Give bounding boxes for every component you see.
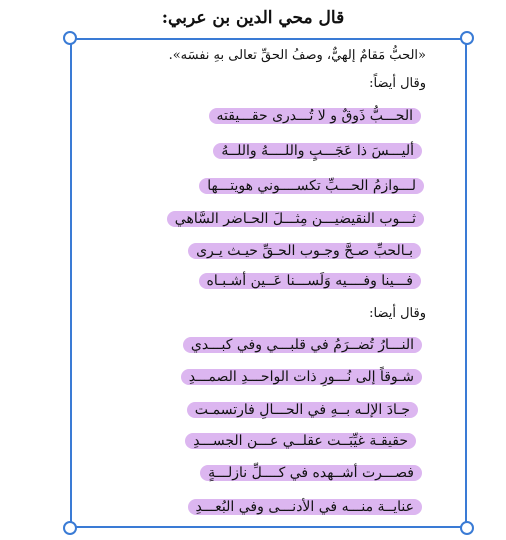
resize-handle-bottom-right[interactable] (460, 521, 474, 535)
highlighted-text[interactable]: حقيقـة غيِّبَــت عقلــي عـــن الجســـدِ (185, 433, 416, 449)
resize-handle-bottom-left[interactable] (63, 521, 77, 535)
highlighted-text[interactable]: النـــارُ تُضــرَمُ في قلبـــي وفي كبـــدي (183, 337, 422, 353)
highlighted-text[interactable]: عنايــة منـــه في الأدنـــى وفي البُعـــدِ (188, 499, 422, 515)
poem-line (213, 141, 422, 161)
poem-line (181, 367, 422, 387)
highlighted-text[interactable]: جـادَ الإلـه بــهِ في الحـــالِ فارتسمـت (187, 402, 418, 418)
poem-line (199, 271, 422, 291)
page-title: قال محي الدين بن عربي: (161, 8, 345, 28)
highlighted-text[interactable]: لـــوازمُ الحـــبِّ تكســــوني هويتـــها (199, 178, 424, 194)
poem-line (185, 431, 416, 451)
poem-line (200, 463, 422, 483)
section-label (369, 304, 426, 324)
text-line: «الحبُّ مَقامٌ إلهيٌّ، وصفُ الحقِّ تعالى بهِ نفسَه». (168, 48, 426, 63)
resize-handle-top-left[interactable] (63, 31, 77, 45)
highlighted-text[interactable]: بـالحبِّ صـحَّ وجـوب الحـقِّ حيـث يـرى (188, 243, 421, 259)
poem-line (188, 241, 421, 261)
poem-line (183, 335, 422, 355)
resize-handle-top-right[interactable] (460, 31, 474, 45)
highlighted-text[interactable]: الحـــبُّ ذَوقٌ و لا تُـــدرى حقـــيقته (209, 108, 421, 124)
poem-line (187, 400, 418, 420)
highlighted-text[interactable]: فصـــرت أشــهده في كــــلِّ نازلـــةٍ (200, 465, 422, 481)
poem-line (167, 209, 424, 229)
highlighted-text[interactable]: أليـــسَ ذا عَجَـــبٍ واللــــهُ واللــهُ (213, 143, 422, 159)
poem-line (188, 497, 422, 517)
poem-line (209, 106, 421, 126)
highlighted-text[interactable]: ثـــوب النقيضيـــن مِثـــلَ الحـاضر السَّاهي (167, 211, 424, 227)
text-line: وقال أيضاً: (369, 76, 426, 91)
poem-line (199, 176, 424, 196)
text-line: وقال أيضا: (369, 306, 426, 321)
highlighted-text[interactable]: فـــينا وفــــيه وَلَســـنا عَــين أشـبـاه (199, 273, 422, 289)
quote-line (169, 46, 426, 66)
highlighted-text[interactable]: شـوقاً إلى نُـــورِ ذات الواحـــدِ الصمـــدِ (181, 369, 422, 385)
section-label (369, 74, 426, 94)
